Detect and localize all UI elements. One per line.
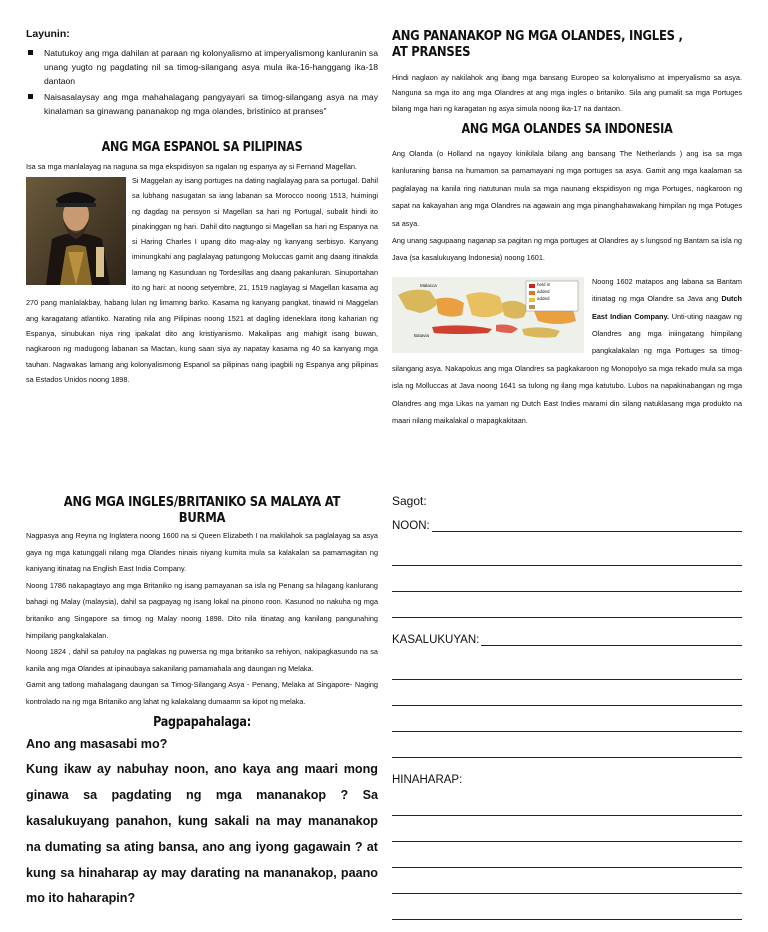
portrait-image — [26, 177, 126, 285]
pananakop-heading: ANG PANANAKOP NG MGA OLANDES, INGLES , AT PRANSES — [392, 28, 683, 60]
answer-line[interactable] — [392, 566, 742, 592]
answer-line[interactable] — [392, 540, 742, 566]
espanol-body-text: Si Maggelan ay isang portuges na dating naglalayag para sa portugal. Dahil sa lubhang nasugatan sa iang labanan sa Morocco noong 1513, huimingi ng dagdag na pensyon si Magellan sa hari ng Portugal, subalit hindi ito pinakinggan ng hari. Dahil dito nagtungo si Magellan sa hari ng Espanya na si Haring Charles I upang dito mag-alay ng kanyang serbisyo. Kanyang iminungkahi ang paglalayag patungong Moluccas gamit ang daang itinakda lamang ng Kasunduan ng Tordesillas ang daang pakanluran. Sinuportahan ito ng hari: at noong setyembre, 21, 1519 naglayag si Magellan kasama ag 270 pang manlalakbay, habang lulan ng limamng barko. Kasama ng kanyang pangkat, tinawid ni Maggelan ang karagatang atlantiko. Narating nila ang Pilipinas noong 1521 at dagling ideneklara itong kaharian ng Espanya, sinubukan niya ring ipakalat dito ang kristiyanismo. Makalipas ang mahigit isang buwan, nagkaroon ng madugong labanan sa Mactan, kung saan siya ay napatay kasama ng 40 sa kanyang mga tauhan. Nagwakas lamang ang kolonyalismong Espanol sa pilipinas nang ipagbili ng Espanya ang pilipinas sa Estados Unidos noong 1898. — [26, 176, 378, 384]
hinaharap-label: HINAHARAP: — [392, 774, 463, 786]
olandes-map-section — [392, 273, 742, 430]
left-bottom-column — [26, 494, 378, 912]
magellan-portrait — [26, 177, 126, 285]
answer-line[interactable] — [392, 592, 742, 618]
olandes-p2: Ang unang sagupaang naganap sa pagitan ng mga portuges at Olandres ay s lungsod ng Bantam sa isla ng Java (sa kasalukuyang Indonesia) noong 1601. — [392, 235, 742, 263]
map-legend-1: held in — [537, 281, 551, 287]
answer-line[interactable] — [392, 706, 742, 732]
objective-item: Natutukoy ang mga dahilan at paraan ng kolonyalismo at imperyalismong kanluranin sa unang yugto ng pagdating nil sa timog-silangang asya mula ika-16-hanggang ika-18 dantaon — [26, 46, 378, 88]
sagot-label: Sagot: — [392, 494, 427, 508]
answer-line[interactable] — [392, 654, 742, 680]
olandes-p3: Noong 1602 matapos ang labana sa Bantam itinatag ng mga Olandre sa Java ang Dutch East Indian Company. Unti-uting naagaw ng Olandres ang mga iniingatang himpilang pangkalakalan ng mga Portuges sa timog-silangang asya. Nakapokus ang mga Olandres sa pagkakaroon ng Monopolyo sa mga rekado mula sa mga isla ng Molluccas at Java noong 1641 sa tulong ng ilang mga katutubo. Lubos na napakinabangan ng mga Olandres ang mga Likas na yaman ng Dutch East Indies marami din silang natuklasang mga produkto na maari nilang maikalakal o mapagkakitaan. — [392, 276, 742, 425]
ingles-p4: Gamit ang tatlong mahalagang daungan sa Timog-Silangang Asya - Penang, Melaka at Singapore- Naging kontrolado na ng mga Britaniko ang lahat ng kalakalang dumaamn sa kipot ng melaka. — [26, 680, 378, 706]
map-image — [392, 277, 584, 353]
answer-line[interactable] — [392, 680, 742, 706]
right-top-column — [392, 28, 742, 429]
answer-line[interactable] — [392, 816, 742, 842]
objectives-list — [26, 46, 378, 118]
kasalukuyan-field[interactable] — [392, 628, 742, 646]
map-legend-3: added — [537, 295, 550, 301]
answer-line[interactable] — [392, 894, 742, 920]
ingles-p3: Noong 1824 , dahil sa patuloy na paglakas ng puwersa ng mga britaniko sa rehiyon, nakipagkasundo na sa kanila ang mga Olandes at ipinaubaya sakanilang pamamahala ang daungan ng Melaka. — [26, 647, 378, 673]
noon-answer-line[interactable] — [432, 518, 742, 532]
espanol-section — [26, 173, 378, 387]
question-2: Kung ikaw ay nabuhay noon, ano kaya ang maari mong ginawa sa pagdating ng mga mananakop ? Sa kasalukuyang panahon, kung sakali na may mananakop na dumating sa ating bansa, ano ang iyong gagawain ? at kung sa hinaharap ay may darating na mananakop, paano mo ito haharapin? — [26, 762, 378, 906]
ingles-p2: Noong 1786 nakapagtayo ang mga Britaniko ng isang pamayanan sa isla ng Penang sa hilagang kanlurang bahagi ng Malay (malaysia), dahil sa pagpayag ng isang lokal na pinono roon. Kasunod no nakuha ng mga britaniko ang Singapore sa timog ng Malay noong 1898. Dito nila itinatag ang kanilang pangunahing himpilang pangkalakalan. — [26, 580, 378, 640]
noon-label: NOON: — [392, 520, 430, 532]
answer-line[interactable] — [392, 790, 742, 816]
kasalukuyan-label: KASALUKUYAN: — [392, 634, 480, 646]
olandes-p1: Ang Olanda (o Holland na ngayoy kinikilala bilang ang bansang The Netherlands ) ang isa sa mga kanluraning bansa na humamon sa pamamayani ng mga portuges sa asya. Gamit ang mga kaalaman sa paglalayag na kanila ring natutunan mula sa mga naunang ekspidisyon ng mga Portuges, nagkaroon ng sapat na kakayahan ang mga Olandres na agawain ang mga pinanghahawakang himpilan ng mga Potuges sa asya. — [392, 148, 742, 228]
right-bottom-column — [392, 494, 742, 920]
ingles-p1: Nagpasya ang Reyna ng Inglatera noong 1600 na si Queen Elizabeth I na makilahok sa paglalayag sa asya gaya ng mga katunggali nilang mga Olandes ninais niyang kumita mula sa kalakalan sa pamamagitan ng kaniyang itinatag na English East India Company. — [26, 531, 378, 574]
map-label-malacca: Malacca — [420, 282, 437, 288]
answer-line[interactable] — [392, 868, 742, 894]
left-top-column — [26, 28, 378, 387]
noon-field[interactable] — [392, 514, 742, 532]
map-legend-2: added — [537, 288, 550, 294]
layunin-title: Layunin: — [26, 28, 70, 40]
question-1: Ano ang masasabi mo? — [26, 736, 168, 751]
ingles-heading: ANG MGA INGLES/BRITANIKO SA MALAYA AT BURMA — [63, 494, 341, 526]
indonesia-map — [392, 277, 584, 353]
hinaharap-field — [392, 768, 742, 786]
dutch-company-name: Dutch East Indian Company. — [592, 294, 742, 321]
bullet-icon — [28, 50, 33, 55]
map-label-batavia: Batavia — [414, 332, 430, 338]
objective-item: Naisasalaysay ang mga mahahalagang pangyayari sa timog-silangang asya na may kinalaman sa ginawang pananakop ng mga olandes, bristinico at pranses" — [26, 90, 378, 118]
espanol-intro: Isa sa mga manlalayag na naguna sa mga ekspidisyon sa ngalan ng espanya ay si Fernand Magellan. — [26, 162, 358, 171]
olandes-heading: ANG MGA OLANDES SA INDONESIA — [461, 121, 673, 137]
bullet-icon — [28, 94, 33, 99]
pagpapahalaga-heading: Pagpapahalaga: — [153, 714, 251, 730]
answer-line[interactable] — [392, 732, 742, 758]
kasalukuyan-answer-line[interactable] — [481, 632, 742, 646]
answer-line[interactable] — [392, 842, 742, 868]
espanol-heading: ANG MGA ESPANOL SA PILIPINAS — [101, 140, 303, 155]
pananakop-body: Hindi naglaon ay nakilahok ang ibang mga bansang Europeo sa kolonyalismo at imperyalismo sa asya. Nanguna sa mga ito ang mga Olandres at ang mga ingles o britaniko. Sila ang pumalit sa mga Portuges bilang mga hari ng karagatan ng asya simula noong ika-17 na dantaon. — [392, 73, 742, 113]
